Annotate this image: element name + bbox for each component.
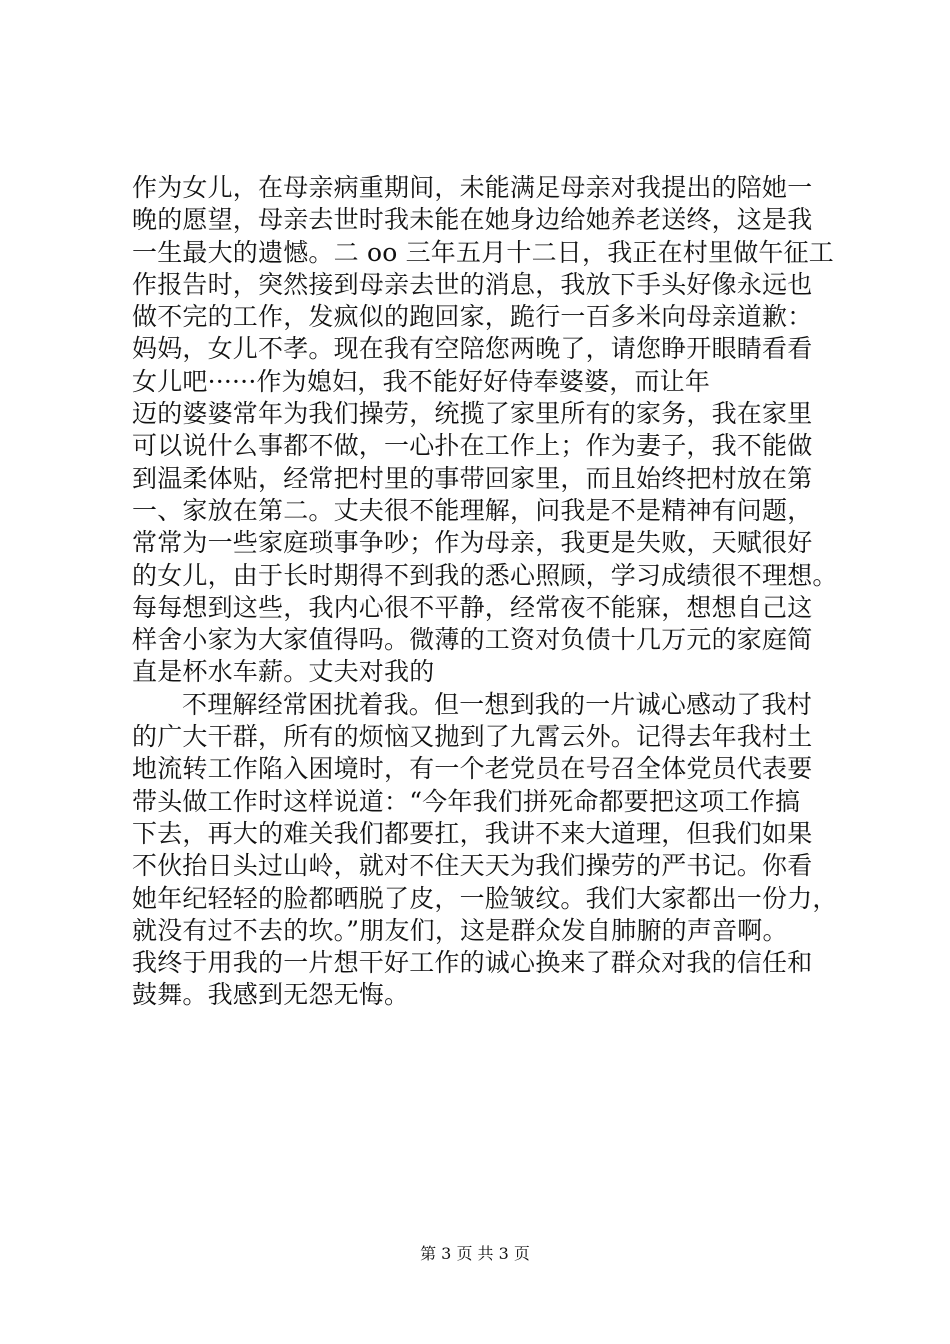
text-line: 地流转工作陷入困境时，有一个老党员在号召全体党员代表要 (132, 754, 813, 784)
text-line: 做不完的工作，发疯似的跑回家，跪行一百多米向母亲道歉： (132, 302, 813, 332)
text-line: 每每想到这些，我内心很不平静，经常夜不能寐，想想自己这 (132, 592, 813, 622)
text-line: 的广大干群，所有的烦恼又抛到了九霄云外。记得去年我村土 (132, 722, 813, 752)
text-line: 常常为一些家庭琐事争吵；作为母亲，我更是失败，天赋很好 (132, 528, 813, 558)
paragraph-first-line: 不理解经常困扰着我。但一想到我的一片诚心感动了我村 (182, 689, 813, 719)
text-line: 她年纪轻轻的脸都晒脱了皮，一脸皱纹。我们大家都出一份力， (132, 883, 838, 913)
text-line: 不伙抬日头过山岭，就对不住天天为我们操劳的严书记。你看 (132, 851, 813, 881)
text-line: 的女儿，由于长时期得不到我的悉心照顾，学习成绩很不理想。 (132, 560, 838, 590)
text-line: 我终于用我的一片想干好工作的诚心换来了群众对我的信任和 (132, 948, 813, 978)
text-line: 鼓舞。我感到无怨无悔。 (132, 980, 410, 1010)
text-line: 就没有过不去的坎。”朋友们，这是群众发自肺腑的声音啊。 (132, 915, 788, 945)
text-line: 作报告时，突然接到母亲去世的消息，我放下手头好像永远也 (132, 269, 813, 299)
text-line: 女儿吧······作为媳妇，我不能好好侍奉婆婆，而让年 (132, 366, 711, 396)
text-line: 晚的愿望，母亲去世时我未能在她身边给她养老送终，这是我 (132, 205, 813, 235)
text-line: 下去，再大的难关我们都要扛，我讲不来大道理，但我们如果 (132, 818, 813, 848)
text-line: 迈的婆婆常年为我们操劳，统揽了家里所有的家务，我在家里 (132, 399, 813, 429)
text-line: 妈妈，女儿不孝。现在我有空陪您两晚了，请您睁开眼睛看看 (132, 334, 813, 364)
text-line: 一、家放在第二。丈夫很不能理解，问我是不是精神有问题， (132, 495, 813, 525)
text-line: 直是杯水车薪。丈夫对我的 (132, 657, 435, 687)
text-line: 一生最大的遗憾。二 oo 三年五月十二日，我正在村里做午征工 (132, 237, 834, 267)
text-line: 到温柔体贴，经常把村里的事带回家里，而且始终把村放在第 (132, 463, 813, 493)
page-footer: 第 3 页 共 3 页 (420, 1244, 530, 1263)
text-line: 带头做工作时这样说道：“今年我们拼死命都要把这项工作搞 (132, 786, 801, 816)
text-line: 作为女儿，在母亲病重期间，未能满足母亲对我提出的陪她一 (132, 173, 813, 202)
document-body (132, 172, 838, 1012)
text-line: 可以说什么事都不做，一心扑在工作上；作为妻子，我不能做 (132, 431, 813, 461)
text-line: 样舍小家为大家值得吗。微薄的工资对负债十几万元的家庭简 (132, 625, 813, 655)
